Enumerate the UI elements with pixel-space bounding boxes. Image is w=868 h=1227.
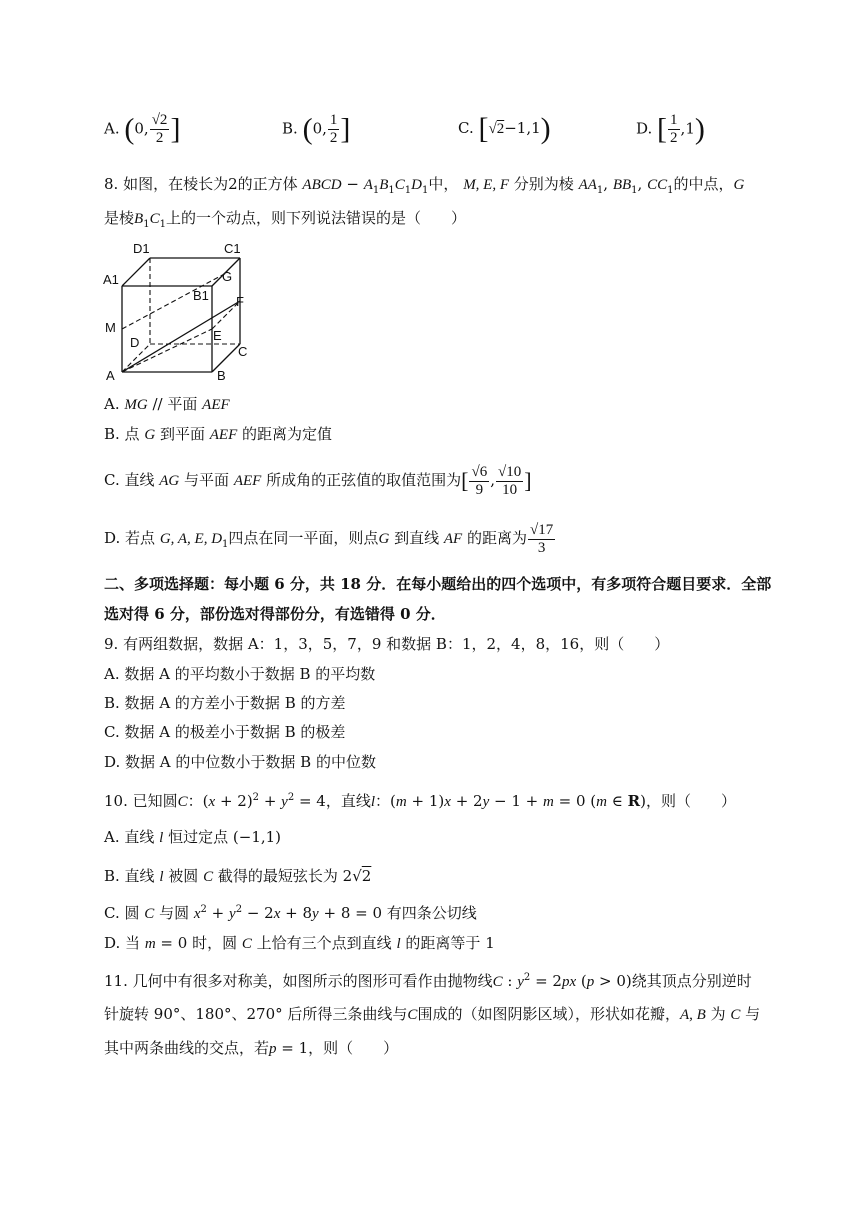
section2-title-line1: 二、多项选择题：每小题 6 分，共 18 分．在每小题给出的四个选项中，有多项符合题目要求．全部 [104,575,772,593]
option-label: D. 当 [104,934,141,952]
text: 是棱 [104,209,135,227]
label-A1: A1 [103,272,119,287]
q8-option-d: D. 若点 G, A, E, $D_1$四点在同一平面，则点G 到直线 AF 的距离为 $\frac{√17}{3}$ [104,521,554,556]
label-G: G [222,269,233,284]
text: 与圆 [159,904,190,922]
q9-option-a: A. 数据 A 的平均数小于数据 B 的平均数 [104,665,376,683]
q11-stem-line2: 针旋转 90°、180°、270° 后所得三条曲线与C围成的（如图阴影区域），形状如花瓣，A, B 为 C 与 [104,1005,761,1023]
q9-stem: 9. 有两组数据，数据 A：1，3，5，7，9 和数据 B：1，2，4，8，16，则（ ） [104,635,670,653]
text: 时，圆 [192,934,238,952]
label-D1: D1 [133,241,150,256]
text: 的距离为定值 [242,425,333,443]
text: 分别为棱 [513,175,574,193]
q8-option-b: B. 点 G 到平面 AEF 的距离为定值 [104,425,333,443]
text: 的距离等于 1 [405,934,495,952]
q8-stem-line1: 8. 如图，在棱长为2的正方体 ABCD − $A_1B_1C_1D_1$中， M, E, F 分别为棱 $AA_1$, $BB_1$, $CC_1$的中点，G [104,175,745,196]
text: 11. 几何中有很多对称美，如图所示的图形可看作由抛物线 [104,972,493,990]
q9-option-d: D. 数据 A 的中位数小于数据 B 的中位数 [104,753,376,771]
text: 到直线 [394,529,440,547]
label-D: D [130,335,140,350]
text: 上的一个动点，则下列说法错误的是（ ） [165,209,466,227]
text: ，则（ ） [308,1039,399,1057]
option-label: D. 若点 [104,529,156,547]
q10-option-c: C. 圆 C 与圆 $x^2 + y^2 - 2x + 8y + 8 = 0$ 有四条公切线 [104,904,477,922]
q11-stem-line3: 其中两条曲线的交点，若p = 1，则（ ） [104,1039,399,1057]
option-label: B. [282,119,298,138]
text: 为 [710,1005,726,1023]
label-B: B [217,368,226,382]
option-label: B. 直线 [104,867,155,885]
label-E: E [213,328,222,343]
text: 恒过定点 [168,828,229,846]
label-B1: B1 [193,288,209,303]
q10-option-d: D. 当 m = 0 时，圆 C 上恰有三个点到直线 l 的距离等于 1 [104,934,495,952]
text: 四点在同一平面，则点 [228,529,379,547]
text: 上恰有三个点到直线 [256,934,392,952]
option-label: A. 直线 [104,828,155,846]
q8-option-a: A. MG // 平面 AEF [104,395,230,413]
option-text: −1,1 [504,119,541,137]
q8-option-c: C. 直线 AG 与平面 AEF 所成角的正弦值的取值范围为[ $\frac{√6}{9}$ , $\frac{√10}{10}$ ] [104,463,532,498]
option-label: A. [104,119,120,138]
option-label: A. [104,395,120,413]
text: 后所得三条曲线与 [287,1005,408,1023]
text: 与 [745,1005,761,1023]
text: 被圆 [168,867,199,885]
text: 其中两条曲线的交点，若 [104,1039,270,1057]
text: 10. 已知圆 [104,792,178,810]
option-text: 0, [312,119,327,138]
label-C1: C1 [224,241,241,256]
label-C: C [238,344,248,359]
q11-stem-line1: 11. 几何中有很多对称美，如图所示的图形可看作由抛物线C : $y^2 = 2px$ (p > 0)绕其顶点分别逆时 [104,972,752,990]
text: 的中点， [673,175,734,193]
text: 绕其顶点分别逆时 [631,972,752,990]
label-A: A [106,368,115,382]
text: ，直线 [325,792,371,810]
label-F: F [236,294,244,309]
q7-option-a: A. (0, $\frac{√2}{2}$ ] [104,112,181,146]
option-label: C. [458,119,474,137]
option-label: B. 点 [104,425,140,443]
option-label: C. 直线 [104,471,155,489]
text: 与平面 [184,471,230,489]
text: ，则（ ） [645,792,736,810]
text: 的距离为 [466,529,527,547]
text: 针旋转 [104,1005,150,1023]
text: 有四条公切线 [386,904,477,922]
q10-option-a: A. 直线 l 恒过定点 (−1,1) [104,828,282,846]
option-label: C. 圆 [104,904,140,922]
q7-option-b: B. (0, $\frac{1}{2}$ ] [282,112,351,146]
q8-stem-line2: 是棱$B_1C_1$上的一个动点，则下列说法错误的是（ ） [104,209,466,230]
text: 8. 如图，在棱长为2的正方体 [104,175,298,193]
text: 平面 [167,395,198,413]
q7-option-d: D. [ $\frac{1}{2}$ ,1) [636,112,705,146]
q7-option-c: C. [√2−1,1) [458,112,551,145]
label-M: M [105,320,116,335]
option-text: ,1 [680,119,695,138]
q9-option-b: B. 数据 A 的方差小于数据 B 的方差 [104,694,346,712]
text: 截得的最短弦长为 [217,867,338,885]
text: 所成角的正弦值的取值范围为 [266,471,462,489]
option-label: D. [636,119,653,138]
text: 围成的（如图阴影区域），形状如花瓣， [417,1005,680,1023]
q9-option-c: C. 数据 A 的极差小于数据 B 的极差 [104,723,346,741]
text: 中， [428,175,459,193]
q10-stem: 10. 已知圆C：$(x + 2)^2 + y^2 = 4$，直线l：(m + 1)x + 2y − 1 + m = 0 (m ∈ R)，则（ ） [104,792,736,810]
option-text: 0, [134,119,149,138]
section2-title-line2: 选对得 6 分，部份选对得部份分，有选错得 0 分． [104,605,446,623]
cube-figure [100,236,260,382]
q10-option-b: B. 直线 l 被圆 C 截得的最短弦长为 2√2 [104,867,372,885]
text: 到平面 [159,425,205,443]
